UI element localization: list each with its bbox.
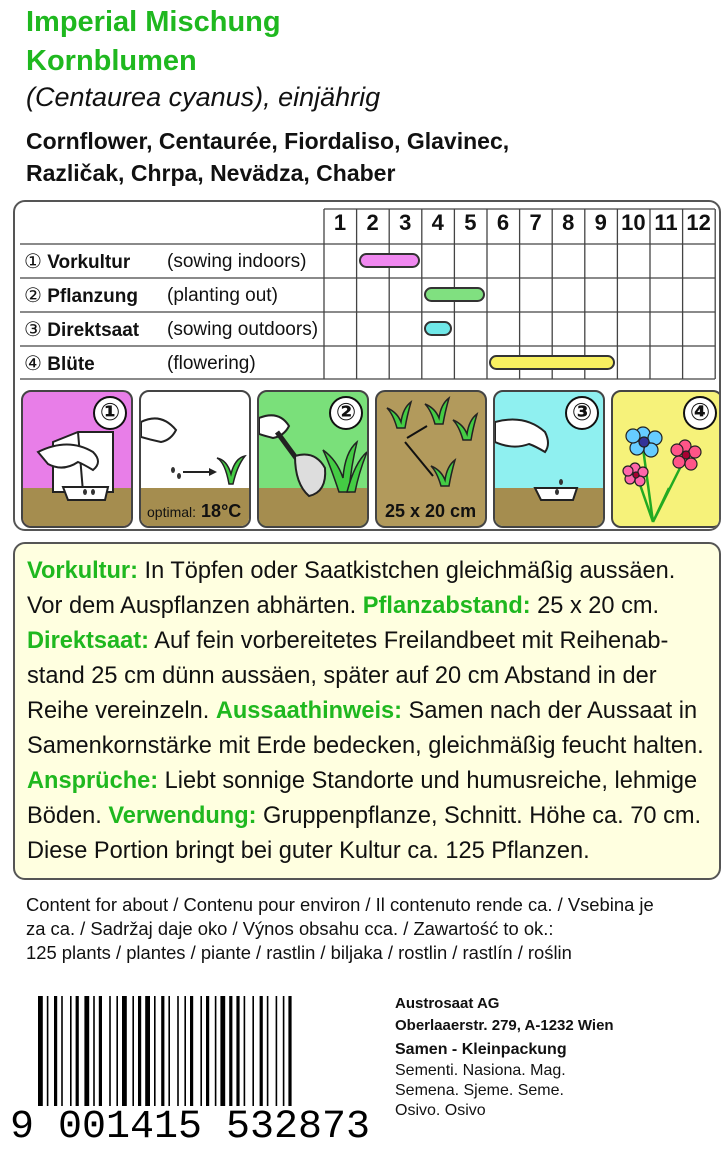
month-10: 10 — [621, 210, 646, 235]
month-11: 11 — [654, 210, 678, 235]
common-names-line-2: Različak, Chrpa, Nevädza, Chaber — [26, 160, 396, 186]
month-6: 6 — [496, 210, 510, 235]
step-4-badge: ④ — [683, 396, 717, 430]
period-bar-4 — [489, 355, 615, 370]
step-3-badge: ③ — [565, 396, 599, 430]
month-1: 1 — [333, 210, 347, 235]
company-name: Austrosaat AG — [395, 995, 500, 1012]
panel-germination — [139, 390, 251, 528]
month-9: 9 — [594, 210, 607, 235]
panel-sowing-outdoors — [493, 390, 605, 528]
barcode — [10, 996, 370, 1141]
package-type-line-1: Sementi. Nasiona. Mag. — [395, 1062, 566, 1079]
month-2: 2 — [366, 210, 379, 235]
temperature-label: optimal: 18°C — [147, 501, 242, 521]
period-bar-3 — [424, 321, 453, 336]
panel-planting-out — [257, 390, 369, 528]
sowing-calendar — [13, 200, 721, 531]
step-2-badge: ② — [329, 396, 363, 430]
spacing-label: 25 x 20 cm — [385, 501, 477, 521]
month-7: 7 — [529, 210, 542, 235]
common-names-line-1: Cornflower, Centaurée, Fiordaliso, Glavinec, — [26, 128, 510, 154]
row-pflanzung: ② Pflanzung (planting out) — [24, 285, 278, 307]
content-line-3: 125 plants / plantes / piante / rastlin / biljaka / rostlin / rastlín / roślin — [26, 942, 572, 963]
row-direktsaat: ③ Direktsaat (sowing outdoors) — [24, 319, 319, 341]
title-line-1: Imperial Mischung — [26, 6, 281, 38]
row-vorkultur: ① Vorkultur (sowing indoors) — [24, 251, 307, 273]
month-4: 4 — [431, 210, 444, 235]
row-bluete: ④ Blüte (flowering) — [24, 353, 256, 375]
step-1-badge: ① — [93, 396, 127, 430]
content-info — [26, 893, 716, 965]
period-bar-1 — [359, 253, 420, 268]
package-type: Samen - Kleinpackung — [395, 1041, 567, 1058]
month-8: 8 — [562, 210, 575, 235]
barcode-digits: 9 001415 532873 — [10, 1105, 370, 1141]
company-address: Oberlaaerstr. 279, A-1232 Wien — [395, 1017, 614, 1034]
package-type-line-2: Semena. Sjeme. Seme. — [395, 1082, 564, 1099]
month-3: 3 — [399, 210, 412, 235]
panel-flowering — [611, 390, 721, 528]
month-12: 12 — [686, 210, 711, 235]
content-line-1: Content for about / Contenu pour environ / Il contenuto rende ca. / Vsebina je — [26, 894, 654, 915]
instructions-box: Vorkultur: In Töpfen oder Saatkistchen gleichmäßig aussäen. Vor dem Auspflanzen abhärten. Pflanzabstand: 25 x 20 cm. Direktsaat: Auf fein vorbereitetes Freilandbeet mit Reihenab- stand 25 cm dünn aussäen, später auf 20 cm Abstand in der Reihe vereinzeln. Aussaathinweis: Samen nach der Aussaat in Samenkornstärke mit Erde bedecken, gleichmäßig feucht halten. Ansprüche: Liebt sonnige Standorte und humusreiche, lehmige Böden. Verwendung: Gruppenpflanze, Schnitt. Höhe ca. 70 cm. Diese Portion bringt bei guter Kultur ca. 125 Pflanzen. — [13, 542, 721, 880]
panel-spacing — [375, 390, 487, 528]
period-bar-2 — [424, 287, 485, 302]
content-line-2: za ca. / Sadržaj daje oko / Výnos obsahu cca. / Zawartość to ok.: — [26, 918, 554, 939]
latin-name: (Centaurea cyanus), einjährig — [26, 82, 381, 112]
panel-sowing-indoors — [21, 390, 133, 528]
package-type-line-3: Osivo. Osivo — [395, 1102, 486, 1119]
month-5: 5 — [464, 210, 477, 235]
title-line-2: Kornblumen — [26, 45, 197, 77]
